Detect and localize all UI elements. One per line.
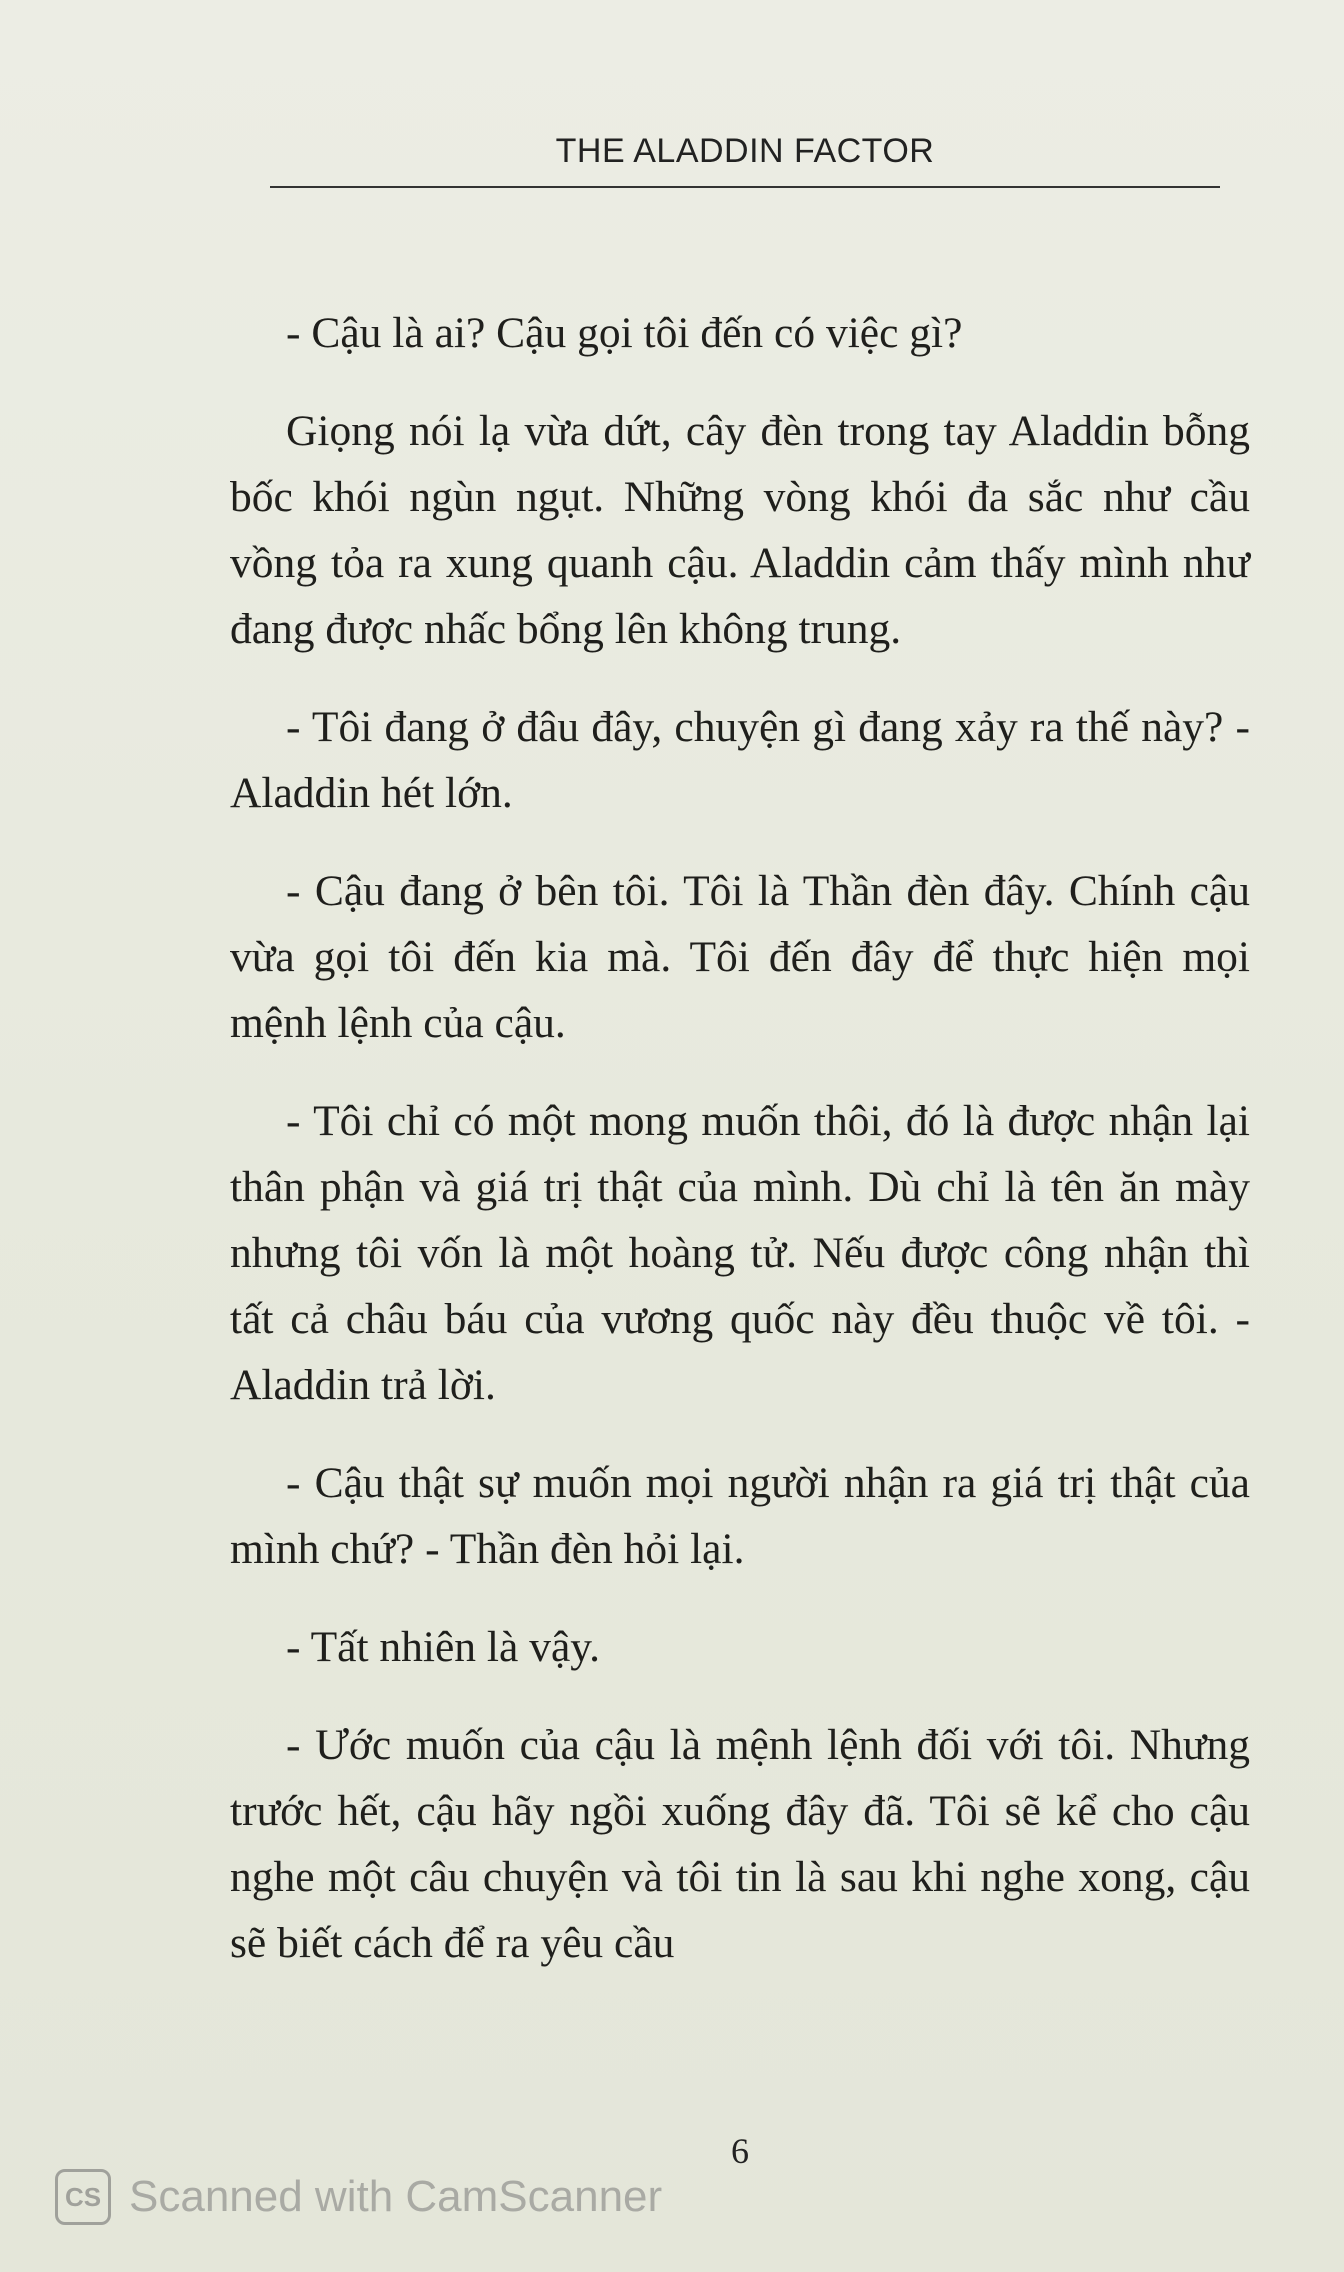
paragraph-4: - Cậu đang ở bên tôi. Tôi là Thần đèn đây. Chính cậu vừa gọi tôi đến kia mà. Tôi đến đây để thực hiện mọi mệnh lệnh của cậu. — [230, 867, 1250, 1047]
paragraph-3: - Tôi đang ở đâu đây, chuyện gì đang xảy ra thế này? - Aladdin hét lớn. — [230, 703, 1250, 817]
paragraph-5: - Tôi chỉ có một mong muốn thôi, đó là được nhận lại thân phận và giá trị thật của mình. Dù chỉ là tên ăn mày nhưng tôi vốn là một hoàng tử. Nếu được công nhận thì tất cả châu báu của vương quốc này đều thuộc về tôi. - Aladdin trả lời. — [230, 1097, 1250, 1409]
page-number: 6 — [731, 2131, 749, 2171]
header-rule — [270, 186, 1220, 188]
paragraph-8: - Ước muốn của cậu là mệnh lệnh đối với tôi. Nhưng trước hết, cậu hãy ngồi xuống đây đã. Tôi sẽ kể cho cậu nghe một câu chuyện và tôi tin là sau khi nghe xong, cậu sẽ biết cách để ra yêu cầu — [230, 1721, 1250, 1967]
camscanner-logo-icon: CS — [55, 2169, 111, 2225]
running-header: THE ALADDIN FACTOR — [555, 132, 935, 170]
watermark-text: Scanned with CamScanner — [129, 2172, 663, 2221]
camscanner-watermark — [55, 2165, 662, 2229]
paragraph-2: Giọng nói lạ vừa dứt, cây đèn trong tay Aladdin bỗng bốc khói ngùn ngụt. Những vòng khói đa sắc như cầu vồng tỏa ra xung quanh cậu. Aladdin cảm thấy mình như đang được nhấc bổng lên không trung. — [230, 407, 1250, 653]
paragraph-1: - Cậu là ai? Cậu gọi tôi đến có việc gì? — [286, 309, 963, 357]
paragraph-6: - Cậu thật sự muốn mọi người nhận ra giá trị thật của mình chứ? - Thần đèn hỏi lại. — [230, 1459, 1250, 1573]
page-body — [230, 300, 1250, 2008]
paragraph-7: - Tất nhiên là vậy. — [286, 1623, 601, 1671]
